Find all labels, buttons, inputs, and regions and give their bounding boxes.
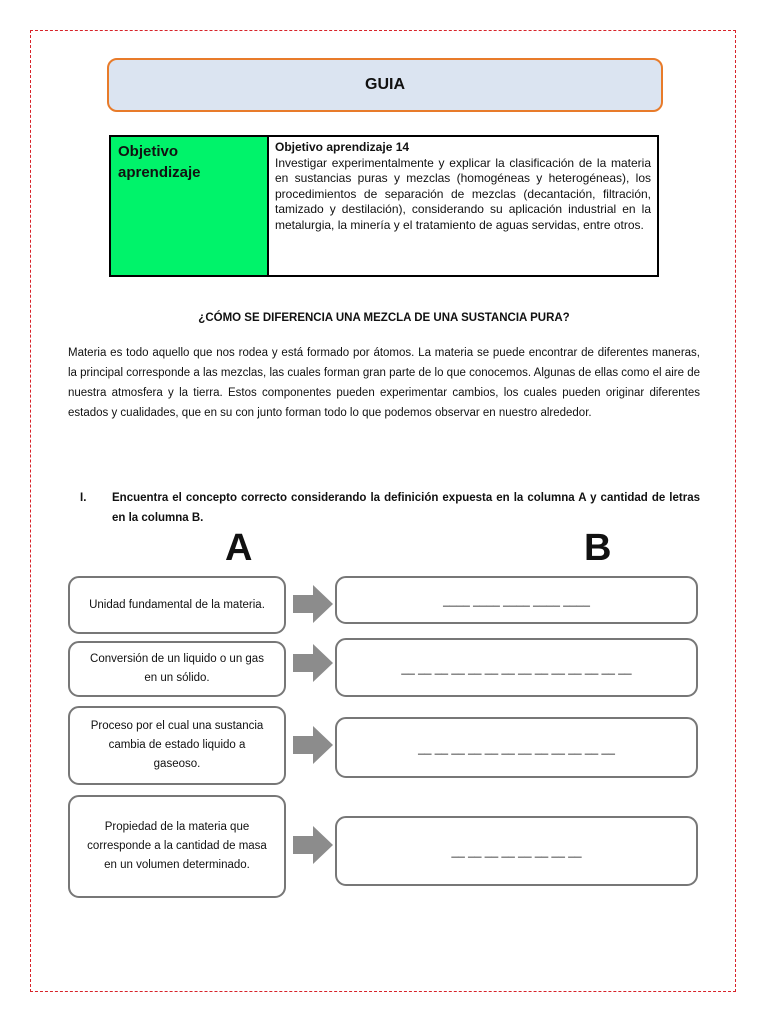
section-question: ¿CÓMO SE DIFERENCIA UNA MEZCLA DE UNA SUSTANCIA PURA? (198, 312, 570, 324)
page-title: GUIA (107, 58, 663, 112)
instruction-text: Encuentra el concepto correcto considerando la definición expuesta en la columna A y cantidad de letras en la columna B. (112, 492, 700, 524)
definition-box: Conversión de un liquido o un gas en un sólido. (68, 641, 286, 697)
right-arrow-icon (293, 726, 333, 764)
objective-text: Investigar experimentalmente y explicar la clasificación de la materia en sustancias puras y mezclas (homogéneas y heterogéneas), los procedimientos de separación de mezclas (decantación, filtración, tamizado y destilación), considerando su aplicación industrial en la metalurgia, la minería y el tratamiento de aguas servidas, entre otros. (275, 155, 651, 232)
right-arrow-icon (293, 826, 333, 864)
objective-table (109, 135, 659, 277)
right-arrow-icon (293, 585, 333, 623)
instruction (80, 488, 700, 528)
intro-paragraph: Materia es todo aquello que nos rodea y está formado por átomos. La materia se puede encontrar de diferentes maneras, la principal corresponde a las mezclas, las cuales forman gran parte de lo que conocemos. Algunas de ellas como el aire de nuestra atmosfera y la tierra. Estos componentes pueden experimentar cambios, los cuales pueden originar diferentes estados y cualidades, que en su con junto forman todo lo que podemos observar en nuestro alrededor. (68, 347, 700, 419)
objective-content (269, 137, 657, 275)
definition-box: Unidad fundamental de la materia. (68, 576, 286, 634)
definition-box: Proceso por el cual una sustancia cambia de estado liquido a gaseoso. (68, 706, 286, 785)
answer-box[interactable]: __ __ __ __ __ __ __ __ __ __ __ __ __ __ (335, 638, 698, 697)
objective-title: Objetivo aprendizaje 14 (275, 140, 410, 154)
objective-label: Objetivo aprendizaje (111, 137, 269, 275)
column-a-heading: A (225, 527, 253, 569)
right-arrow-icon (293, 644, 333, 682)
answer-box[interactable]: ____ ____ ____ ____ ____ (335, 576, 698, 624)
column-b-heading: B (584, 527, 612, 569)
definition-box: Propiedad de la materia que corresponde a la cantidad de masa en un volumen determinado. (68, 795, 286, 898)
instruction-number: I. (80, 492, 87, 504)
answer-box[interactable]: __ __ __ __ __ __ __ __ (335, 816, 698, 886)
answer-box[interactable]: __ __ __ __ __ __ __ __ __ __ __ __ (335, 717, 698, 778)
